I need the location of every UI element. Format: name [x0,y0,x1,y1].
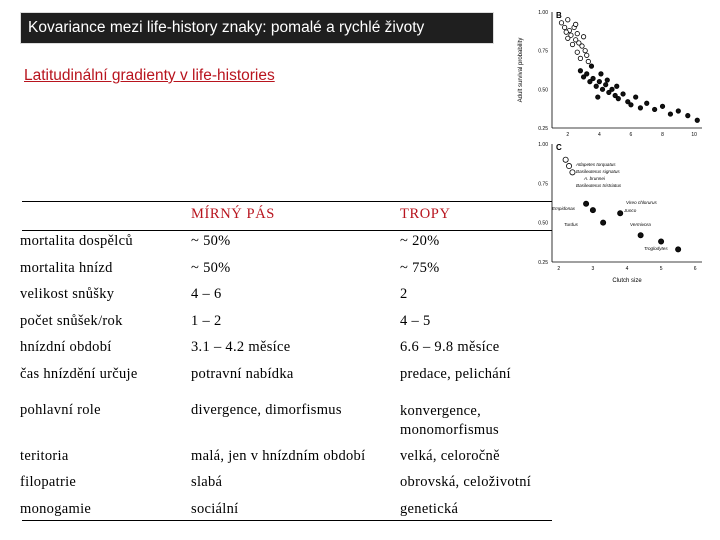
open-data-point [581,35,585,39]
filled-data-point [686,113,690,117]
table-cell: ~ 50% [191,260,231,276]
table-cell: ~ 50% [191,233,231,249]
table-row-label: počet snůšek/rok [20,313,123,329]
species-annotation: A. brunnei [584,176,605,181]
x-tick-label: 3 [591,266,595,272]
y-tick-label: 0.50 [538,220,548,227]
table-cell: 6.6 – 9.8 měsíce [400,339,500,355]
x-axis-label: Clutch size [612,278,642,284]
open-data-point [583,48,587,52]
x-tick-label: 6 [693,266,697,272]
species-annotation: Atlapetes torquatus [576,162,616,167]
open-data-point [586,59,590,63]
table-cell: ~ 75% [400,260,440,276]
open-data-point [566,36,570,40]
filled-data-point [638,106,642,110]
filled-data-point [652,107,656,111]
filled-data-point [585,72,589,76]
filled-data-point [615,84,619,88]
filled-data-point [597,79,601,83]
y-tick-label: 0.50 [538,87,548,94]
table-cell: 4 – 6 [191,286,222,302]
filled-data-point [638,233,643,238]
open-data-point [562,25,566,29]
table-rule [22,520,552,521]
table-cell: slabá [191,474,223,490]
filled-data-point [676,247,681,252]
table-row-label: velikost snůšky [20,286,115,302]
filled-data-point [605,78,609,82]
table-row-label: pohlavní role [20,402,101,418]
open-data-point [573,22,577,26]
species-annotation: Basileuterus signatus [576,169,620,174]
filled-data-point [590,207,595,212]
x-tick-label: 10 [691,132,697,138]
species-annotation: Empidonax [552,206,575,211]
table-row-label: hnízdní období [20,339,112,355]
table-cell: malá, jen v hnízdním období [191,448,366,464]
open-data-point [578,56,582,60]
y-tick-label: 1.00 [538,10,548,16]
filled-data-point [645,101,649,105]
table-cell: obrovská, celoživotní [400,474,532,490]
filled-data-point [578,69,582,73]
filled-data-point [676,109,680,113]
y-tick-label: 0.25 [538,126,548,132]
table-rule [22,201,552,202]
filled-data-point [633,95,637,99]
table-row-label: mortalita hnízd [20,260,113,276]
open-data-point [563,157,568,162]
filled-data-point [618,211,623,216]
table-cell: divergence, dimorfismus [191,402,342,418]
table-cell: 4 – 5 [400,313,431,329]
filled-data-point [668,112,672,116]
filled-data-point [596,95,600,99]
species-annotation: Basileuterus tristriatus [576,183,622,188]
filled-data-point [583,201,588,206]
x-tick-label: 5 [659,266,663,272]
open-data-point [575,31,579,35]
filled-data-point [616,96,620,100]
filled-data-point [591,76,595,80]
panel-label: C [556,143,562,152]
y-axis-label: Adult survival probability [518,37,524,103]
x-tick-label: 2 [566,132,570,138]
table-row-label: teritoria [20,448,69,464]
y-tick-label: 0.25 [538,260,548,266]
table-cell: genetická [400,501,459,517]
table-row-label: čas hnízdění určuje [20,366,138,382]
table-cell: predace, pelichání [400,366,511,382]
species-annotation: Vermivora [630,222,651,227]
species-annotation: Junco [624,208,637,213]
table-header-cell: MÍRNÝ PÁS [191,206,275,222]
filled-data-point [629,103,633,107]
filled-data-point [594,84,598,88]
x-tick-label: 4 [625,266,629,272]
x-tick-label: 6 [629,132,633,138]
table-cell: sociální [191,501,239,517]
filled-data-point [658,239,663,244]
open-data-point [564,30,568,34]
table-cell: 1 – 2 [191,313,222,329]
x-tick-label: 4 [597,132,601,138]
table-header-cell: TROPY [400,206,451,222]
filled-data-point [660,104,664,108]
open-data-point [566,163,571,168]
panel-label: B [556,11,562,20]
filled-data-point [603,82,607,86]
open-data-point [570,42,574,46]
slide-subtitle-link[interactable]: Latitudinální gradienty v life-histories [24,67,275,84]
filled-data-point [610,87,614,91]
open-data-point [559,21,563,25]
survival-clutch-scatter-figure [512,4,712,294]
filled-data-point [621,92,625,96]
y-tick-label: 1.00 [538,142,548,148]
table-cell: ~ 20% [400,233,440,249]
open-data-point [585,53,589,57]
y-tick-label: 0.75 [538,181,548,188]
open-data-point [566,18,570,22]
filled-data-point [600,87,604,91]
table-row-label: mortalita dospělců [20,233,133,249]
species-annotation: Turdus [564,222,578,227]
table-cell: potravní nabídka [191,366,294,382]
table-row-label: monogamie [20,501,92,517]
x-tick-label: 8 [661,132,664,138]
table-rule [22,230,552,231]
y-tick-label: 0.75 [538,48,548,55]
species-annotation: Troglodytes [644,246,668,251]
table-cell: 3.1 – 4.2 měsíce [191,339,291,355]
species-annotation: Vireo chlorurus [626,200,657,205]
x-tick-label: 2 [557,266,561,272]
open-data-point [575,50,579,54]
filled-data-point [599,72,603,76]
table-cell: 2 [400,286,408,302]
open-data-point [580,44,584,48]
open-data-point [570,170,575,175]
filled-data-point [601,220,606,225]
filled-data-point [695,118,699,122]
filled-data-point [589,64,593,68]
table-cell: velká, celoročně [400,448,500,464]
table-cell: konvergence, monomorfismus [400,403,499,438]
slide-title: Kovariance mezi life-history znaky: pomalé a rychlé životy [20,12,494,44]
table-row-label: filopatrie [20,474,77,490]
